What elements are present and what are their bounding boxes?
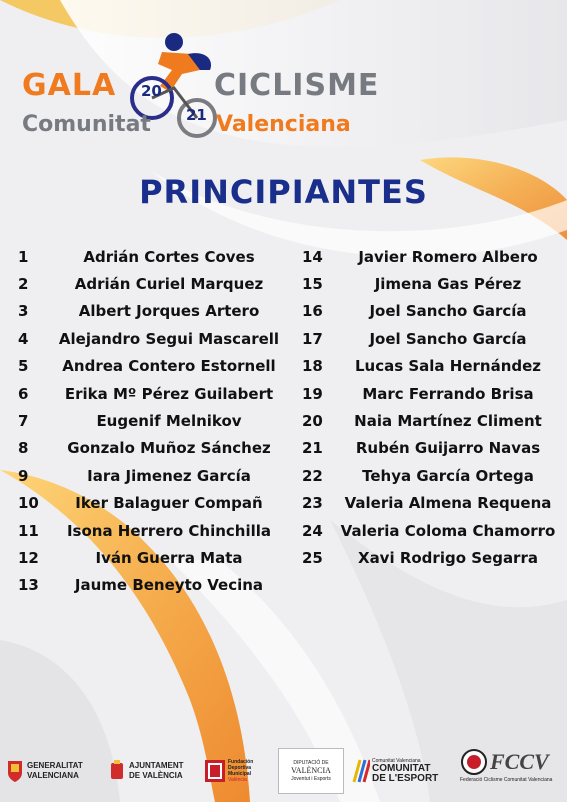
list-item-name: Andrea Contero Estornell <box>62 357 276 376</box>
diputacio-line2: VALÈNCIA <box>291 766 331 775</box>
generalitat-shield-icon <box>6 759 24 783</box>
list-item <box>302 490 564 517</box>
list-item-name: Albert Jorques Artero <box>78 302 260 321</box>
diputacio-line3: Joventut i Esports <box>291 776 331 782</box>
list-item-name: Joel Sancho García <box>369 302 527 321</box>
diputacio-line1: DIPUTACIÓ DE <box>293 760 329 766</box>
list-item-name: Iker Balaguer Compañ <box>75 494 263 513</box>
logo-year-bottom: 21 <box>186 106 207 124</box>
list-item-name: Marc Ferrando Brisa <box>362 384 534 403</box>
list-item-number: 19 <box>302 384 323 403</box>
list-item <box>302 462 564 489</box>
fundacion-line2: Deportiva <box>228 765 252 771</box>
list-item-name: Eugenif Melnikov <box>96 412 242 431</box>
list-item-number: 25 <box>302 548 323 567</box>
list-item <box>18 407 290 434</box>
esport-line3: DE L'ESPORT <box>372 773 439 784</box>
list-item-number: 16 <box>302 302 323 321</box>
esport-line1: Comunitat Valenciana <box>372 758 421 764</box>
list-item <box>18 544 290 571</box>
logo-year-top: 20 <box>141 82 162 100</box>
list-item-name: Naia Martínez Climent <box>354 412 542 431</box>
list-item <box>18 325 290 352</box>
participant-list-right <box>302 243 564 572</box>
list-item-number: 18 <box>302 357 323 376</box>
fundacion-line1: Fundación <box>228 759 254 765</box>
esport-stripes-icon <box>352 758 370 784</box>
list-item <box>18 435 290 462</box>
list-item-name: Alejandro Segui Mascarell <box>58 329 280 348</box>
logo-gala-text: GALA <box>22 68 117 103</box>
generalitat-line2: VALENCIANA <box>27 771 79 780</box>
list-item-number: 24 <box>302 521 323 540</box>
list-item-name: Valeria Coloma Chamorro <box>340 521 556 540</box>
list-item-name: Jaume Beneyto Vecina <box>74 576 264 595</box>
fccv-caption: Federació Ciclisme Comunitat Valenciana <box>460 777 553 783</box>
list-item-number: 12 <box>18 548 39 567</box>
list-item-name: Adrián Cortes Coves <box>83 247 255 266</box>
list-item <box>302 407 564 434</box>
list-item <box>302 298 564 325</box>
list-item-number: 14 <box>302 247 323 266</box>
list-item-number: 3 <box>18 302 29 321</box>
generalitat-line1: GENERALITAT <box>27 761 83 770</box>
list-item-number: 8 <box>18 439 29 458</box>
list-item-number: 22 <box>302 466 323 485</box>
list-item-number: 5 <box>18 357 29 376</box>
list-item <box>302 380 564 407</box>
fundacion-emblem-icon <box>204 758 226 784</box>
logo-ciclisme-text: CICLISME <box>214 68 380 103</box>
list-item <box>302 353 564 380</box>
list-item-number: 17 <box>302 329 323 348</box>
list-item-name: Lucas Sala Hernández <box>354 357 542 376</box>
list-item-number: 1 <box>18 247 29 266</box>
list-item-name: Erika Mº Pérez Guilabert <box>64 384 274 403</box>
comunitat-esport-logo <box>352 748 438 794</box>
participant-list-left <box>18 243 290 599</box>
generalitat-logo <box>6 748 83 794</box>
sponsor-footer <box>0 748 567 794</box>
list-item-name: Joel Sancho García <box>369 329 527 348</box>
list-item <box>302 325 564 352</box>
list-item-name: Xavi Rodrigo Segarra <box>358 548 538 567</box>
diputacio-logo <box>278 748 344 794</box>
list-item-number: 10 <box>18 494 39 513</box>
list-item-number: 6 <box>18 384 29 403</box>
fccv-emblem-icon <box>460 748 488 776</box>
gala-logo <box>0 30 567 140</box>
list-item-name: Jimena Gas Pérez <box>374 275 522 294</box>
logo-comunitat-text: Comunitat <box>22 112 151 137</box>
list-item-number: 9 <box>18 466 29 485</box>
list-item <box>18 380 290 407</box>
list-item <box>302 544 564 571</box>
fccv-logo-text: FCCV <box>490 749 549 774</box>
list-item <box>302 270 564 297</box>
list-item <box>18 243 290 270</box>
list-item <box>302 243 564 270</box>
list-item-name: Rubén Guijarro Navas <box>355 439 541 458</box>
logo-valenciana-text: Valenciana <box>216 112 351 137</box>
list-item-name: Iara Jimenez García <box>87 466 251 485</box>
list-item <box>18 298 290 325</box>
list-item-number: 4 <box>18 329 29 348</box>
list-item <box>18 572 290 599</box>
fundacion-logo <box>204 748 253 794</box>
list-item <box>18 462 290 489</box>
list-item <box>302 517 564 544</box>
fundacion-line4: València <box>228 777 247 783</box>
list-item-name: Gonzalo Muñoz Sánchez <box>67 439 271 458</box>
list-item <box>18 270 290 297</box>
list-item-number: 7 <box>18 412 29 431</box>
list-item-number: 15 <box>302 275 323 294</box>
list-item-name: Isona Herrero Chinchilla <box>66 521 272 540</box>
list-item-number: 2 <box>18 275 29 294</box>
list-item <box>302 435 564 462</box>
ajuntament-line1: AJUNTAMENT <box>129 761 184 770</box>
ajuntament-line2: DE VALÈNCIA <box>129 771 183 780</box>
list-item-number: 13 <box>18 576 39 595</box>
list-item-number: 11 <box>18 521 39 540</box>
list-item-name: Valeria Almena Requena <box>344 494 552 513</box>
fccv-logo <box>460 748 552 794</box>
list-item-name: Adrián Curiel Marquez <box>74 275 264 294</box>
list-item <box>18 490 290 517</box>
page-title: PRINCIPIANTES <box>139 173 428 211</box>
fundacion-line3: Municipal <box>228 771 252 777</box>
ajuntament-logo <box>108 748 184 794</box>
list-item-name: Iván Guerra Mata <box>95 548 243 567</box>
esport-line2: COMUNITAT <box>372 763 431 774</box>
list-item-number: 21 <box>302 439 323 458</box>
list-item-name: Tehya García Ortega <box>362 466 534 485</box>
list-item <box>18 353 290 380</box>
list-item <box>18 517 290 544</box>
list-item-name: Javier Romero Albero <box>358 247 538 266</box>
list-item-number: 23 <box>302 494 323 513</box>
ajuntament-crest-icon <box>108 759 126 783</box>
list-item-number: 20 <box>302 412 323 431</box>
